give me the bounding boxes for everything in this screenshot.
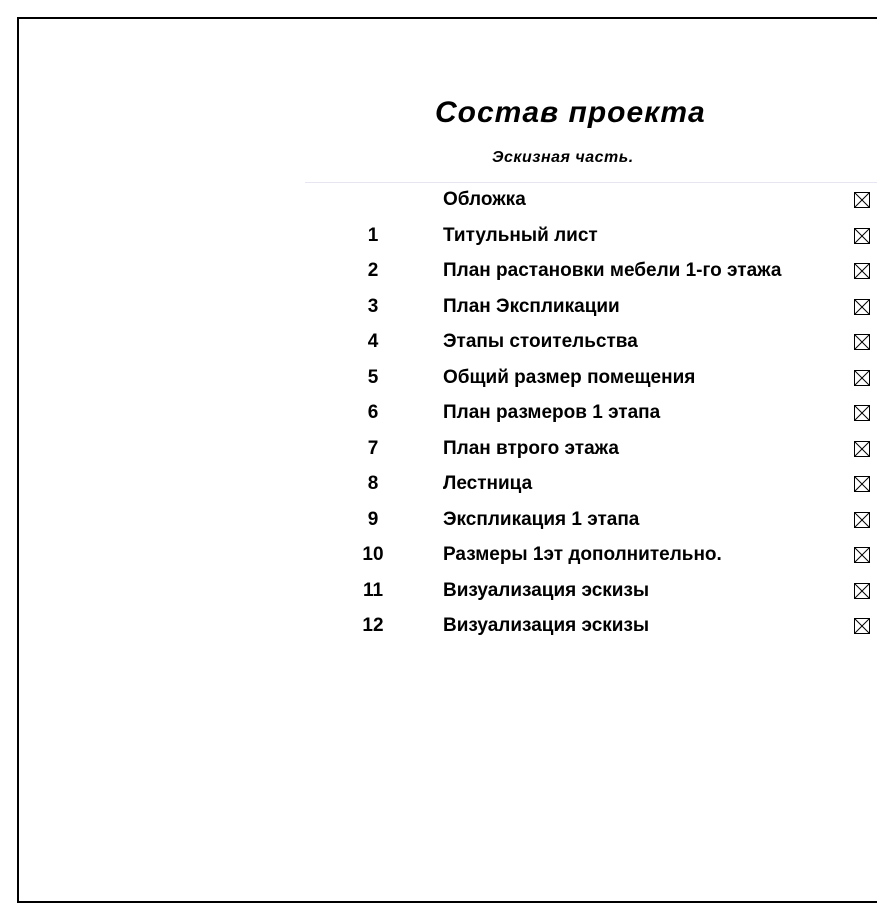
item-number: 12 xyxy=(362,615,384,636)
checked-box-icon[interactable] xyxy=(854,476,870,492)
item-label: Лестница xyxy=(443,473,533,494)
item-label: Визуализация эскизы xyxy=(443,615,650,636)
item-number: 10 xyxy=(362,544,384,565)
list-item xyxy=(340,402,880,426)
checked-box-icon[interactable] xyxy=(854,192,870,208)
list-item xyxy=(340,225,880,249)
item-label: План размеров 1 этапа xyxy=(443,402,661,423)
list-item xyxy=(340,438,880,462)
checked-box-icon[interactable] xyxy=(854,370,870,386)
item-number: 1 xyxy=(367,225,379,246)
item-label: Обложка xyxy=(443,189,526,210)
checked-box-icon[interactable] xyxy=(854,547,870,563)
item-label: Размеры 1эт дополнительно. xyxy=(443,544,722,565)
item-label: Общий размер помещения xyxy=(443,367,696,388)
checked-box-icon[interactable] xyxy=(854,299,870,315)
item-label: Экспликация 1 этапа xyxy=(443,509,640,530)
checked-box-icon[interactable] xyxy=(854,405,870,421)
item-number: 9 xyxy=(367,509,379,530)
list-item xyxy=(340,580,880,604)
item-number: 7 xyxy=(367,438,379,459)
item-label: План Экспликации xyxy=(443,296,620,317)
checked-box-icon[interactable] xyxy=(854,263,870,279)
item-label: Визуализация эскизы xyxy=(443,580,650,601)
item-number: 11 xyxy=(362,580,384,601)
list-item xyxy=(340,331,880,355)
checked-box-icon[interactable] xyxy=(854,228,870,244)
checked-box-icon[interactable] xyxy=(854,334,870,350)
checked-box-icon[interactable] xyxy=(854,618,870,634)
item-number: 5 xyxy=(367,367,379,388)
item-number: 2 xyxy=(367,260,379,281)
list-item xyxy=(340,260,880,284)
checked-box-icon[interactable] xyxy=(854,441,870,457)
divider xyxy=(305,182,877,183)
item-number: 8 xyxy=(367,473,379,494)
document-subtitle: Эскизная часть. xyxy=(492,149,634,166)
list-item xyxy=(340,189,880,213)
item-number: 6 xyxy=(367,402,379,423)
list-item xyxy=(340,473,880,497)
list-item xyxy=(340,367,880,391)
list-item xyxy=(340,615,880,639)
checked-box-icon[interactable] xyxy=(854,512,870,528)
list-item xyxy=(340,509,880,533)
list-item xyxy=(340,544,880,568)
list-item xyxy=(340,296,880,320)
item-number: 3 xyxy=(367,296,379,317)
item-label: План растановки мебели 1-го этажа xyxy=(443,260,782,281)
item-label: Этапы стоительства xyxy=(443,331,638,352)
checked-box-icon[interactable] xyxy=(854,583,870,599)
item-label: План втрого этажа xyxy=(443,438,619,459)
document-title: Состав проекта xyxy=(435,96,706,129)
item-number: 4 xyxy=(367,331,379,352)
item-label: Титульный лист xyxy=(443,225,598,246)
